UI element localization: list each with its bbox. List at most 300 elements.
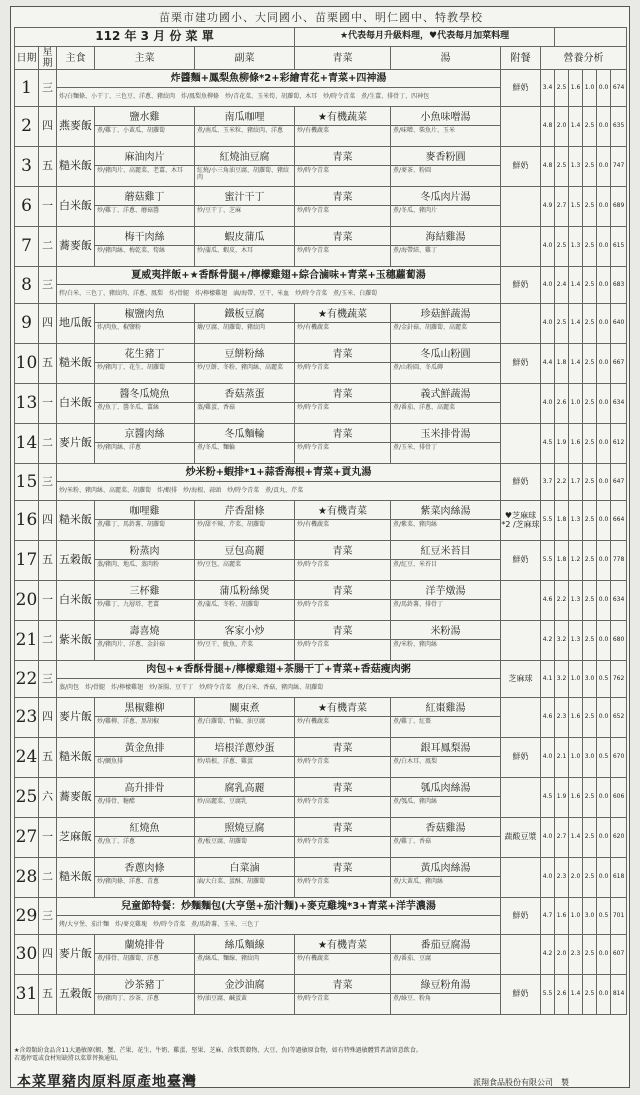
weekday-cell: 三	[39, 70, 57, 107]
nutrition-value: 1.5	[569, 187, 583, 227]
pork-origin-statement: 本菜單豬肉原料原產地臺灣	[17, 1074, 197, 1090]
combo-menu: 兒童節特餐：炒麵麵包(大亨堡+茄汁麵)+麥克雞塊*3+青菜+洋芋濃湯	[57, 898, 501, 916]
main-ingredients: 炒/雞丁、九層塔、老薑	[95, 600, 195, 621]
allergen-note: ★含殼類紛食品含11大過敏原(蝦、蟹、芒果、花生、牛奶、雞蛋、堅果、芝麻、含麩質穀物、大豆、魚)等過敏原食物，如有特殊過敏體質者請留意飲食。	[14, 1047, 422, 1054]
soup-ingredients: 煮/麥茶、粉圓	[391, 166, 501, 187]
date-cell: 10	[15, 344, 39, 384]
vegetable-ingredients: 炒/時令青菜	[295, 403, 391, 424]
nutrition-value: 4.0	[541, 818, 555, 858]
side-ingredients: 蒸/雞蛋、香菇	[195, 403, 295, 424]
menu-row	[15, 661, 627, 679]
staple-cell: 五穀飯	[57, 975, 95, 1015]
nutrition-value: 0.0	[597, 147, 611, 187]
header-nutrition: 營養分析	[541, 47, 627, 70]
vegetable-ingredients: 炒/時令青菜	[295, 837, 391, 858]
date-cell: 29	[15, 898, 39, 935]
side-ingredients: 炒/豆干丁、芝麻	[195, 206, 295, 227]
nutrition-value: 647	[611, 464, 627, 501]
nutrition-value: 814	[611, 975, 627, 1015]
header-side: 副菜	[195, 47, 295, 70]
vegetable-dish: ★有機青菜	[295, 501, 391, 520]
vegetable-dish: ★有機青菜	[295, 935, 391, 954]
vegetable-dish: 青菜	[295, 858, 391, 877]
header-staple: 主食	[57, 47, 95, 70]
soup-ingredients: 煮/米粉、豬肉絲	[391, 640, 501, 661]
main-dish: 三杯雞	[95, 581, 195, 600]
nutrition-value: 1.9	[555, 424, 569, 464]
nutrition-value: 4.4	[541, 344, 555, 384]
header-soup: 湯	[391, 47, 501, 70]
staple-cell: 燕麥飯	[57, 107, 95, 147]
extra-item-cell	[501, 858, 541, 898]
weekday-cell: 五	[39, 975, 57, 1015]
soup-ingredients: 煮/雞丁、香菇	[391, 837, 501, 858]
vegetable-dish: 青菜	[295, 384, 391, 403]
nutrition-value: 620	[611, 818, 627, 858]
nutrition-value: 1.4	[569, 107, 583, 147]
weekday-cell: 五	[39, 147, 57, 187]
nutrition-value: 2.3	[555, 698, 569, 738]
soup-dish: 海結雞湯	[391, 227, 501, 246]
main-ingredients: 炒/雞丁、洋蔥、蘑菇醬	[95, 206, 195, 227]
nutrition-value: 2.5	[583, 267, 597, 304]
nutrition-value: 0.0	[597, 227, 611, 267]
extra-item-cell	[501, 621, 541, 661]
vegetable-ingredients: 炒/時令青菜	[295, 994, 391, 1015]
soup-dish: 香菇雞湯	[391, 818, 501, 837]
nutrition-value: 1.0	[569, 898, 583, 935]
main-dish: 黑椒雞柳	[95, 698, 195, 717]
vegetable-ingredients: 炒/時令青菜	[295, 757, 391, 778]
side-ingredients: 煮/絲瓜、麵線、豬絞肉	[195, 954, 295, 975]
nutrition-value: 618	[611, 858, 627, 898]
main-dish: 鹽水雞	[95, 107, 195, 126]
date-cell: 16	[15, 501, 39, 541]
nutrition-value: 4.0	[541, 267, 555, 304]
vegetable-ingredients: 炒/時令青菜	[295, 640, 391, 661]
side-ingredients: 炒/油豆腐、鹹蛋黃	[195, 994, 295, 1015]
side-dish: 南瓜咖哩	[195, 107, 295, 126]
maker-name: 派翔食品股份有限公司 製	[473, 1078, 569, 1087]
nutrition-value: 4.0	[541, 384, 555, 424]
extra-item-cell	[501, 107, 541, 147]
soup-dish: 冬瓜肉片湯	[391, 187, 501, 206]
main-dish: 香蔥肉條	[95, 858, 195, 877]
nutrition-value: 1.0	[569, 384, 583, 424]
vegetable-ingredients: 炒/時令青菜	[295, 560, 391, 581]
nutrition-value: 2.5	[583, 464, 597, 501]
date-cell: 14	[15, 424, 39, 464]
nutrition-value: 2.5	[583, 698, 597, 738]
nutrition-value: 0.0	[597, 344, 611, 384]
menu-row	[15, 621, 627, 640]
nutrition-value: 2.5	[583, 304, 597, 344]
nutrition-value: 0.5	[597, 738, 611, 778]
nutrition-value: 2.5	[583, 384, 597, 424]
vegetable-dish: 青菜	[295, 424, 391, 443]
date-cell: 25	[15, 778, 39, 818]
weekday-cell: 四	[39, 304, 57, 344]
vegetable-ingredients: 炒/時令青菜	[295, 877, 391, 898]
nutrition-value: 5.5	[541, 975, 555, 1015]
date-cell: 2	[15, 107, 39, 147]
soup-ingredients: 煮/紅豆、米苔目	[391, 560, 501, 581]
side-dish: 蜜汁干丁	[195, 187, 295, 206]
nutrition-value: 2.5	[583, 778, 597, 818]
date-cell: 8	[15, 267, 39, 304]
nutrition-value: 664	[611, 501, 627, 541]
nutrition-value: 640	[611, 304, 627, 344]
side-dish: 照燒豆腐	[195, 818, 295, 837]
nutrition-value: 670	[611, 738, 627, 778]
combo-ingredients: 蒸/肉包 炸/骨腿 炸/檸檬雞翅 炒/茶腸、豆干丁 炒/時令青菜 煮/白米、香菇、豬肉絲、胡蘿蔔	[57, 679, 501, 698]
extra-item-cell: 鮮奶	[501, 344, 541, 384]
vegetable-ingredients: 炒/有機蔬菜	[295, 126, 391, 147]
side-dish: 腐乳高麗	[195, 778, 295, 797]
vegetable-dish: 青菜	[295, 187, 391, 206]
main-dish: 醬冬瓜燒魚	[95, 384, 195, 403]
menu-row	[15, 107, 627, 126]
nutrition-value: 1.3	[569, 501, 583, 541]
side-ingredients: 炒/豆餅、冬粉、豬肉絲、高麗菜	[195, 363, 295, 384]
combo-ingredients: 炸/白麵條、小干丁、三色豆、洋蔥、豬絞肉 炸/鳳梨魚柳條 炒/青花菜、玉米筍、胡蘿蔔、木耳 炒/時令青菜 煮/生薑、排骨丁、四神包	[57, 88, 501, 107]
nutrition-value: 1.7	[569, 464, 583, 501]
nutrition-value: 1.4	[569, 818, 583, 858]
extra-item-cell	[501, 304, 541, 344]
nutrition-value: 2.7	[555, 818, 569, 858]
nutrition-value: 2.5	[583, 187, 597, 227]
soup-dish: 紅棗雞湯	[391, 698, 501, 717]
nutrition-value: 0.0	[597, 187, 611, 227]
date-cell: 1	[15, 70, 39, 107]
nutrition-value: 4.2	[541, 935, 555, 975]
header-fruit: 附餐	[501, 47, 541, 70]
nutrition-value: 1.0	[569, 738, 583, 778]
menu-row	[15, 698, 627, 717]
vegetable-dish: 青菜	[295, 147, 391, 166]
nutrition-value: 2.5	[555, 227, 569, 267]
main-dish: 沙茶豬丁	[95, 975, 195, 994]
menu-row	[15, 187, 627, 206]
staple-cell: 蕎麥飯	[57, 778, 95, 818]
weekday-cell: 一	[39, 187, 57, 227]
main-dish: 粉蒸肉	[95, 541, 195, 560]
side-ingredients: 紅燒/小三角油豆腐、胡蘿蔔、豬絞肉	[195, 166, 295, 187]
weekday-cell: 一	[39, 384, 57, 424]
vegetable-ingredients: 炒/時令青菜	[295, 166, 391, 187]
nutrition-value: 762	[611, 661, 627, 698]
staple-cell: 白米飯	[57, 187, 95, 227]
nutrition-value: 0.0	[597, 541, 611, 581]
weekday-cell: 五	[39, 541, 57, 581]
soup-dish: 番茄豆腐湯	[391, 935, 501, 954]
nutrition-value: 5.5	[541, 541, 555, 581]
soup-dish: 米粉湯	[391, 621, 501, 640]
nutrition-value: 2.3	[569, 935, 583, 975]
substitution-note: 若遇停電或食材短缺將以菜單替換通知。	[14, 1054, 123, 1062]
nutrition-value: 2.0	[569, 858, 583, 898]
nutrition-value: 2.5	[583, 975, 597, 1015]
side-dish: 客家小炒	[195, 621, 295, 640]
menu-row	[15, 344, 627, 363]
nutrition-value: 689	[611, 187, 627, 227]
nutrition-value: 1.4	[569, 344, 583, 384]
nutrition-value: 2.7	[555, 187, 569, 227]
staple-cell: 麥片飯	[57, 424, 95, 464]
main-ingredients: 煮/排骨、糖醋	[95, 797, 195, 818]
main-dish: 高升排骨	[95, 778, 195, 797]
main-ingredients: 煮/魚丁、醬冬瓜、薑絲	[95, 403, 195, 424]
weekday-cell: 一	[39, 581, 57, 621]
nutrition-value: 1.6	[569, 778, 583, 818]
vegetable-dish: 青菜	[295, 778, 391, 797]
nutrition-value: 2.2	[555, 581, 569, 621]
vegetable-dish: 青菜	[295, 344, 391, 363]
nutrition-value: 2.0	[555, 107, 569, 147]
nutrition-value: 615	[611, 227, 627, 267]
main-ingredients: 炒/豬肉條、洋蔥、青蔥	[95, 877, 195, 898]
nutrition-value: 0.5	[597, 661, 611, 698]
nutrition-value: 701	[611, 898, 627, 935]
side-dish: 白菜滷	[195, 858, 295, 877]
soup-ingredients: 煮/海帶結、雞丁	[391, 246, 501, 267]
nutrition-value: 0.0	[597, 935, 611, 975]
staple-cell: 白米飯	[57, 384, 95, 424]
nutrition-value: 4.2	[541, 621, 555, 661]
extra-item-cell: 鮮奶	[501, 738, 541, 778]
menu-row	[15, 975, 627, 994]
extra-item-cell: ♥芝麻球*2 /芝麻球	[501, 501, 541, 541]
soup-dish: 紫菜肉絲湯	[391, 501, 501, 520]
menu-row	[15, 501, 627, 520]
staple-cell: 糙米飯	[57, 738, 95, 778]
nutrition-value: 3.7	[541, 464, 555, 501]
side-ingredients: 煮/板豆腐、胡蘿蔔	[195, 837, 295, 858]
header-veg: 青菜	[295, 47, 391, 70]
header-date: 日期	[15, 47, 39, 70]
extra-item-cell: 鮮奶	[501, 898, 541, 935]
nutrition-value: 2.5	[583, 935, 597, 975]
nutrition-value: 1.2	[569, 541, 583, 581]
main-dish: 京醬肉絲	[95, 424, 195, 443]
nutrition-value: 4.8	[541, 107, 555, 147]
nutrition-value: 1.6	[555, 898, 569, 935]
nutrition-value: 0.0	[597, 778, 611, 818]
main-ingredients: 炸/鯛魚排	[95, 757, 195, 778]
side-ingredients: 煮/南瓜、玉米粒、豬絞肉、洋蔥	[195, 126, 295, 147]
main-dish: 蘭燒排骨	[95, 935, 195, 954]
nutrition-value: 4.0	[541, 738, 555, 778]
nutrition-value: 0.0	[597, 107, 611, 147]
nutrition-value: 0.0	[597, 858, 611, 898]
extra-item-cell	[501, 935, 541, 975]
nutrition-value: 0.0	[597, 581, 611, 621]
nutrition-value: 2.2	[555, 464, 569, 501]
nutrition-value: 1.3	[569, 621, 583, 661]
soup-dish: 冬瓜山粉圓	[391, 344, 501, 363]
header-week: 星期	[39, 47, 57, 70]
nutrition-value: 1.8	[555, 541, 569, 581]
extra-item-cell: 蔬酸豆漿	[501, 818, 541, 858]
soup-ingredients: 煮/綠豆、粉角	[391, 994, 501, 1015]
staple-cell: 紫米飯	[57, 621, 95, 661]
nutrition-value: 2.3	[555, 858, 569, 898]
combo-menu: 肉包+★香酥骨腿+/檸檬雞翅+茶腸干丁+青菜+香菇瘦肉粥	[57, 661, 501, 679]
vegetable-ingredients: 炒/時令青菜	[295, 443, 391, 464]
nutrition-value: 2.4	[555, 267, 569, 304]
nutrition-value: 2.5	[555, 70, 569, 107]
combo-ingredients: 炒/米粉、豬肉絲、高麗菜、胡蘿蔔 炸/蝦排 炒/海根、蒜頭 炒/時令青菜 煮/貢丸、芹菜	[57, 482, 501, 501]
nutrition-value: 4.5	[541, 778, 555, 818]
soup-dish: 瓠瓜肉絲湯	[391, 778, 501, 797]
vegetable-ingredients: 炒/有機蔬菜	[295, 520, 391, 541]
nutrition-value: 634	[611, 384, 627, 424]
side-dish: 豆包高麗	[195, 541, 295, 560]
date-cell: 24	[15, 738, 39, 778]
nutrition-value: 4.8	[541, 147, 555, 187]
nutrition-value: 0.0	[597, 70, 611, 107]
nutrition-value: 1.0	[569, 661, 583, 698]
vegetable-ingredients: 炒/有機蔬菜	[295, 717, 391, 738]
side-ingredients: 炒/豆干、魷魚、芹菜	[195, 640, 295, 661]
menu-row	[15, 267, 627, 285]
nutrition-value: 4.9	[541, 187, 555, 227]
nutrition-value: 4.5	[541, 424, 555, 464]
side-dish: 蒲瓜粉絲煲	[195, 581, 295, 600]
staple-cell: 糙米飯	[57, 147, 95, 187]
extra-item-cell	[501, 581, 541, 621]
date-cell: 27	[15, 818, 39, 858]
soup-ingredients: 煮/番茄、洋蔥、高麗菜	[391, 403, 501, 424]
nutrition-value: 0.0	[597, 621, 611, 661]
soup-dish: 玉米排骨湯	[391, 424, 501, 443]
combo-ingredients: 拌/白米、三色丁、豬絞肉、洋蔥、鳳梨 炸/骨腿 炸/檸檬雞翅 滷/海帶、豆干、米血 炒/時令青菜 煮/玉米、白蘿蔔	[57, 285, 501, 304]
weekday-cell: 三	[39, 464, 57, 501]
nutrition-value: 2.5	[583, 501, 597, 541]
vegetable-dish: 青菜	[295, 975, 391, 994]
side-dish: 冬瓜麵輪	[195, 424, 295, 443]
nutrition-value: 3.0	[583, 661, 597, 698]
main-dish: 壽喜燒	[95, 621, 195, 640]
main-ingredients: 煮/雞丁、馬鈴薯、胡蘿蔔	[95, 520, 195, 541]
nutrition-value: 2.5	[583, 541, 597, 581]
soup-dish: 珍菇鮮蔬湯	[391, 304, 501, 323]
footer-notes	[14, 1047, 626, 1063]
soup-ingredients: 煮/味噌、柴魚片、玉米	[391, 126, 501, 147]
staple-cell: 白米飯	[57, 581, 95, 621]
staple-cell: 糙米飯	[57, 858, 95, 898]
soup-ingredients: 煮/瓠瓜、豬肉絲	[391, 797, 501, 818]
combo-menu: 炒米粉+蝦排*1+蒜香海根+青菜+貢丸湯	[57, 464, 501, 482]
nutrition-value: 1.6	[569, 70, 583, 107]
nutrition-value: 683	[611, 267, 627, 304]
nutrition-value: 3.2	[555, 621, 569, 661]
menu-row	[15, 147, 627, 166]
vegetable-dish: ★有機青菜	[295, 698, 391, 717]
menu-table	[14, 27, 627, 1015]
vegetable-dish: 青菜	[295, 818, 391, 837]
extra-item-cell	[501, 778, 541, 818]
menu-row	[15, 424, 627, 443]
nutrition-value: 652	[611, 698, 627, 738]
nutrition-value: 1.3	[569, 147, 583, 187]
weekday-cell: 二	[39, 621, 57, 661]
date-cell: 6	[15, 187, 39, 227]
nutrition-value: 0.0	[597, 464, 611, 501]
nutrition-value: 2.5	[583, 107, 597, 147]
nutrition-value: 4.0	[541, 304, 555, 344]
side-dish: 香菇蒸蛋	[195, 384, 295, 403]
main-dish: 梅干肉絲	[95, 227, 195, 246]
menu-row	[15, 384, 627, 403]
staple-cell: 芝麻飯	[57, 818, 95, 858]
main-dish: 椒鹽肉魚	[95, 304, 195, 323]
side-ingredients: 燴/豆腐、胡蘿蔔、豬絞肉	[195, 323, 295, 344]
date-cell: 7	[15, 227, 39, 267]
nutrition-value: 612	[611, 424, 627, 464]
nutrition-value: 635	[611, 107, 627, 147]
soup-ingredients: 煮/馬鈴薯、排骨丁	[391, 600, 501, 621]
vegetable-ingredients: 炒/時令青菜	[295, 600, 391, 621]
nutrition-value: 4.6	[541, 698, 555, 738]
nutrition-value: 2.5	[583, 227, 597, 267]
main-dish: 蘑菇雞丁	[95, 187, 195, 206]
extra-item-cell: 鮮奶	[501, 464, 541, 501]
nutrition-value: 0.0	[597, 975, 611, 1015]
menu-sheet	[10, 6, 630, 1088]
nutrition-value: 0.0	[597, 267, 611, 304]
menu-row	[15, 227, 627, 246]
soup-dish: 紅豆米苔目	[391, 541, 501, 560]
staple-cell: 糙米飯	[57, 501, 95, 541]
main-ingredients: 炒/豬肉丁、花生、胡蘿蔔	[95, 363, 195, 384]
nutrition-value: 0.0	[597, 818, 611, 858]
main-dish: 黃金魚排	[95, 738, 195, 757]
nutrition-value: 747	[611, 147, 627, 187]
nutrition-value: 607	[611, 935, 627, 975]
nutrition-value: 2.5	[583, 344, 597, 384]
nutrition-value: 4.7	[541, 898, 555, 935]
nutrition-value: 3.0	[583, 898, 597, 935]
vegetable-dish: ★有機蔬菜	[295, 304, 391, 323]
nutrition-value: 1.9	[555, 778, 569, 818]
nutrition-value: 1.8	[555, 344, 569, 384]
extra-item-cell: 鮮奶	[501, 541, 541, 581]
nutrition-value: 4.0	[541, 858, 555, 898]
weekday-cell: 四	[39, 501, 57, 541]
nutrition-value: 5.5	[541, 501, 555, 541]
nutrition-value: 1.8	[555, 501, 569, 541]
nutrition-value: 1.4	[569, 975, 583, 1015]
soup-dish: 麥香粉圓	[391, 147, 501, 166]
menu-row	[15, 778, 627, 797]
vegetable-dish: 青菜	[295, 738, 391, 757]
nutrition-value: 0.0	[597, 384, 611, 424]
main-ingredients: 炸/肉魚、椒鹽粉	[95, 323, 195, 344]
nutrition-value: 606	[611, 778, 627, 818]
nutrition-value: 4.6	[541, 581, 555, 621]
header-main: 主菜	[95, 47, 195, 70]
main-ingredients: 煮/豬肉片、洋蔥、金針菇	[95, 640, 195, 661]
menu-row	[15, 738, 627, 757]
nutrition-value: 2.5	[555, 304, 569, 344]
side-ingredients: 煮/冬瓜、麵輪	[195, 443, 295, 464]
date-cell: 21	[15, 621, 39, 661]
nutrition-value: 674	[611, 70, 627, 107]
side-ingredients: 炒/培根、洋蔥、雞蛋	[195, 757, 295, 778]
extra-item-cell	[501, 698, 541, 738]
nutrition-value: 634	[611, 581, 627, 621]
